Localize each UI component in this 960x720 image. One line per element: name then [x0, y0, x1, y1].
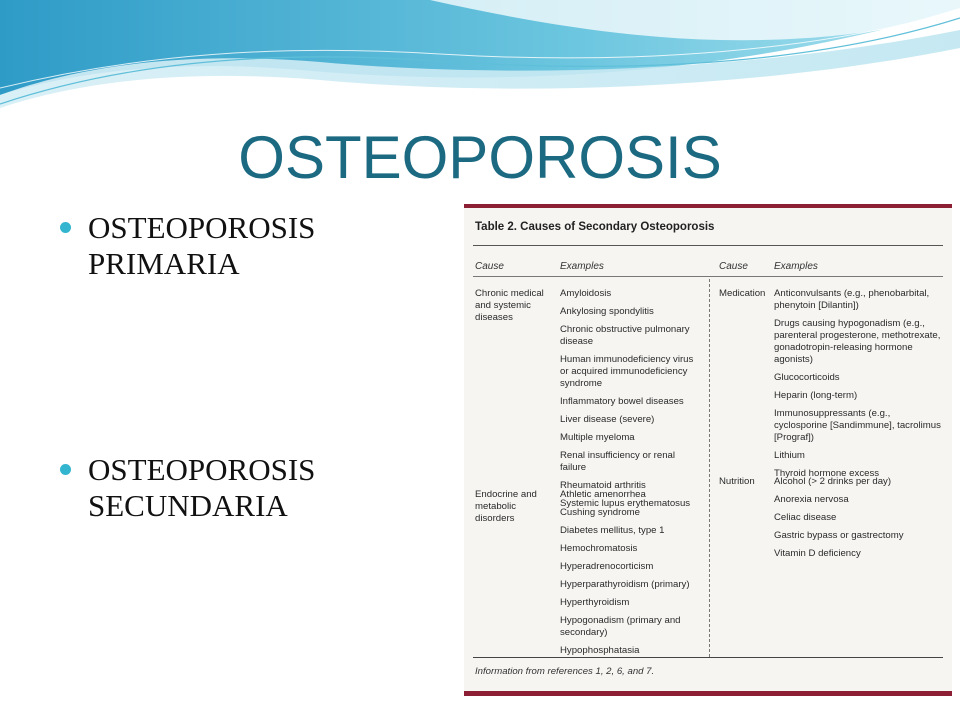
examples-endocrine	[560, 489, 700, 657]
example-item: Anticonvulsants (e.g., phenobarbital, phenytoin [Dilantin])	[774, 288, 930, 311]
header-cause-left: Cause	[475, 261, 504, 272]
example-item: Systemic lupus erythematosus	[560, 498, 691, 509]
bullet-dot-icon	[60, 222, 71, 233]
cause-endocrine: Endocrine and metabolic disorders	[475, 489, 537, 524]
example-item: Celiac disease	[774, 512, 837, 523]
example-item: Amyloidosis	[560, 288, 612, 299]
table-rule	[473, 245, 943, 246]
bullet-dot-icon	[60, 464, 71, 475]
secondary-osteoporosis-table	[464, 204, 952, 696]
header-examples-right: Examples	[774, 261, 818, 272]
example-item: Heparin (long-term)	[774, 390, 858, 401]
table-title: Table 2. Causes of Secondary Osteoporosis	[475, 221, 715, 233]
example-item: Vitamin D deficiency	[774, 548, 861, 559]
examples-nutrition	[774, 476, 942, 560]
example-item: Renal insufficiency or renal failure	[560, 450, 676, 473]
header-wave-decoration	[0, 0, 960, 110]
example-item: Human immunodeficiency virus or acquired immunodeficiency syndrome	[560, 354, 694, 389]
example-item: Drugs causing hypogonadism (e.g., parenteral progesterone, methotrexate, gonadotropin-releasing hormone agonists)	[774, 318, 941, 365]
header-cause-right: Cause	[719, 261, 748, 272]
bullet-line: PRIMARIA	[88, 246, 240, 281]
example-item: Hypogonadism (primary and secondary)	[560, 615, 681, 638]
examples-medication	[774, 288, 942, 480]
example-item: Diabetes mellitus, type 1	[560, 525, 665, 536]
bullet-line: OSTEOPOROSIS	[88, 210, 316, 245]
header-examples-left: Examples	[560, 261, 604, 272]
cause-medication: Medication	[719, 288, 766, 299]
example-item: Gastric bypass or gastrectomy	[774, 530, 904, 541]
example-item: Hyperadrenocorticism	[560, 561, 654, 572]
table-footer-rule	[473, 657, 943, 658]
example-item: Ankylosing spondylitis	[560, 306, 654, 317]
example-item: Liver disease (severe)	[560, 414, 655, 425]
example-item: Thyroid hormone excess	[774, 468, 880, 479]
example-item: Alcohol (> 2 drinks per day)	[774, 476, 892, 487]
bullet-line: SECUNDARIA	[88, 488, 288, 523]
bullet-line: OSTEOPOROSIS	[88, 452, 316, 487]
slide-title: OSTEOPOROSIS	[238, 124, 722, 191]
example-item: Hyperparathyroidism (primary)	[560, 579, 690, 590]
example-item: Chronic obstructive pulmonary disease	[560, 324, 690, 347]
example-item: Immunosuppressants (e.g., cyclosporine [Sandimmune], tacrolimus [Prograf])	[774, 408, 941, 443]
example-item: Multiple myeloma	[560, 432, 635, 443]
example-item: Hypophosphatasia	[560, 645, 640, 656]
example-item: Athletic amenorrhea	[560, 489, 646, 500]
example-item: Cushing syndrome	[560, 507, 640, 518]
cause-chronic: Chronic medical and systemic diseases	[475, 288, 544, 323]
table-column-divider	[709, 279, 710, 657]
cause-nutrition: Nutrition	[719, 476, 755, 487]
table-bottom-bar	[464, 691, 952, 696]
examples-chronic	[560, 288, 700, 510]
table-header-rule	[473, 276, 943, 277]
table-footnote: Information from references 1, 2, 6, and 7.	[475, 666, 655, 677]
example-item: Rheumatoid arthritis	[560, 480, 646, 491]
example-item: Lithium	[774, 450, 805, 461]
table-top-bar	[464, 204, 952, 208]
example-item: Glucocorticoids	[774, 372, 840, 383]
example-item: Hemochromatosis	[560, 543, 638, 554]
example-item: Inflammatory bowel diseases	[560, 396, 684, 407]
example-item: Hyperthyroidism	[560, 597, 630, 608]
example-item: Anorexia nervosa	[774, 494, 849, 505]
